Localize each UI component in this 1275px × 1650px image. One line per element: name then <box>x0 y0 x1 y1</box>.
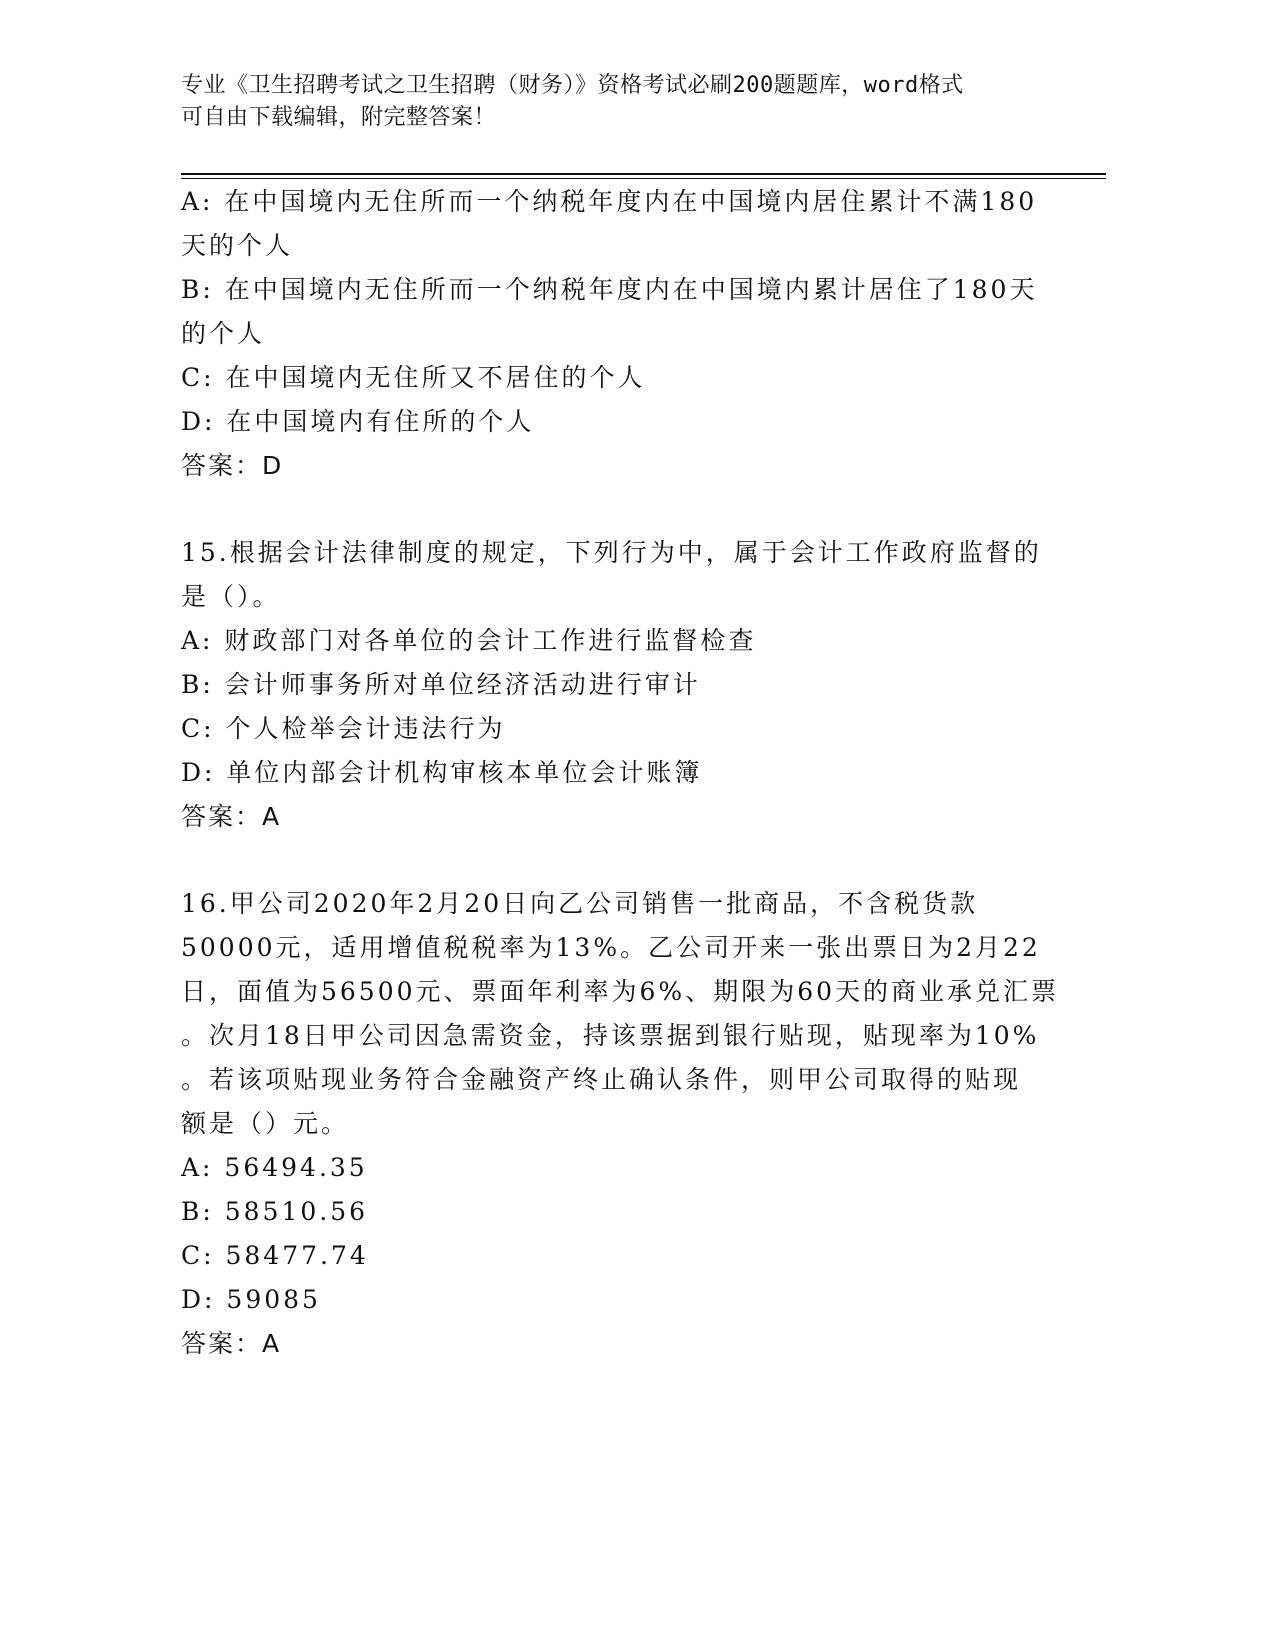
option-c: C: 在中国境内无住所又不居住的个人 <box>181 363 646 392</box>
option-d: D: 单位内部会计机构审核本单位会计账簿 <box>181 758 703 787</box>
option-d: D: 59085 <box>181 1285 321 1314</box>
option-text-line: B: 在中国境内无住所而一个纳税年度内在中国境内累计居住了180天 <box>181 275 1038 304</box>
option-c: C: 58477.74 <box>181 1241 369 1270</box>
option-text-line: 的个人 <box>181 319 266 348</box>
answer-label: 答案：D <box>181 451 284 480</box>
spacer <box>181 839 1061 882</box>
header-line-1: 专业《卫生招聘考试之卫生招聘（财务）》资格考试必刷200题题库，word格式 <box>181 73 964 98</box>
option-a <box>181 180 1061 268</box>
option-text-line: 天的个人 <box>181 231 294 260</box>
spacer <box>181 488 1061 531</box>
option-a: A: 56494.35 <box>181 1153 368 1182</box>
option-b: B: 58510.56 <box>181 1197 369 1226</box>
question-stem-line: 。次月18日甲公司因急需资金，持该票据到银行贴现，贴现率为10% <box>181 1021 1040 1050</box>
question-stem-line: 50000元，适用增值税税率为13%。乙公司开来一张出票日为2月22 <box>181 933 1041 962</box>
header-line-2: 可自由下载编辑，附完整答案！ <box>181 105 497 130</box>
option-b: B: 会计师事务所对单位经济活动进行审计 <box>181 670 701 699</box>
option-text-line: A: 在中国境内无住所而一个纳税年度内在中国境内居住累计不满180 <box>181 187 1038 216</box>
header-divider-thick <box>181 173 1106 175</box>
option-a: A: 财政部门对各单位的会计工作进行监督检查 <box>181 626 757 655</box>
option-d: D: 在中国境内有住所的个人 <box>181 407 535 436</box>
question-list <box>181 180 1061 1366</box>
question-stem-line: 16.甲公司2020年2月20日向乙公司销售一批商品，不含税货款 <box>181 889 979 918</box>
answer-label: 答案：A <box>181 802 282 831</box>
option-b <box>181 268 1061 356</box>
document-header <box>181 70 1031 134</box>
question-block-14 <box>181 180 1061 488</box>
option-c: C: 个人检举会计违法行为 <box>181 714 506 743</box>
question-stem-line: 是（）。 <box>181 582 281 611</box>
question-stem-line: 15.根据会计法律制度的规定，下列行为中，属于会计工作政府监督的 <box>181 538 1042 567</box>
question-block-16 <box>181 882 1061 1366</box>
question-stem-line: 。若该项贴现业务符合金融资产终止确认条件，则甲公司取得的贴现 <box>181 1065 1022 1094</box>
question-stem-line: 额是（）元。 <box>181 1109 350 1138</box>
header-divider-thin <box>181 178 1106 179</box>
answer-label: 答案：A <box>181 1329 282 1358</box>
question-block-15 <box>181 531 1061 839</box>
question-stem-line: 日，面值为56500元、票面年利率为6%、期限为60天的商业承兑汇票 <box>181 977 1060 1006</box>
